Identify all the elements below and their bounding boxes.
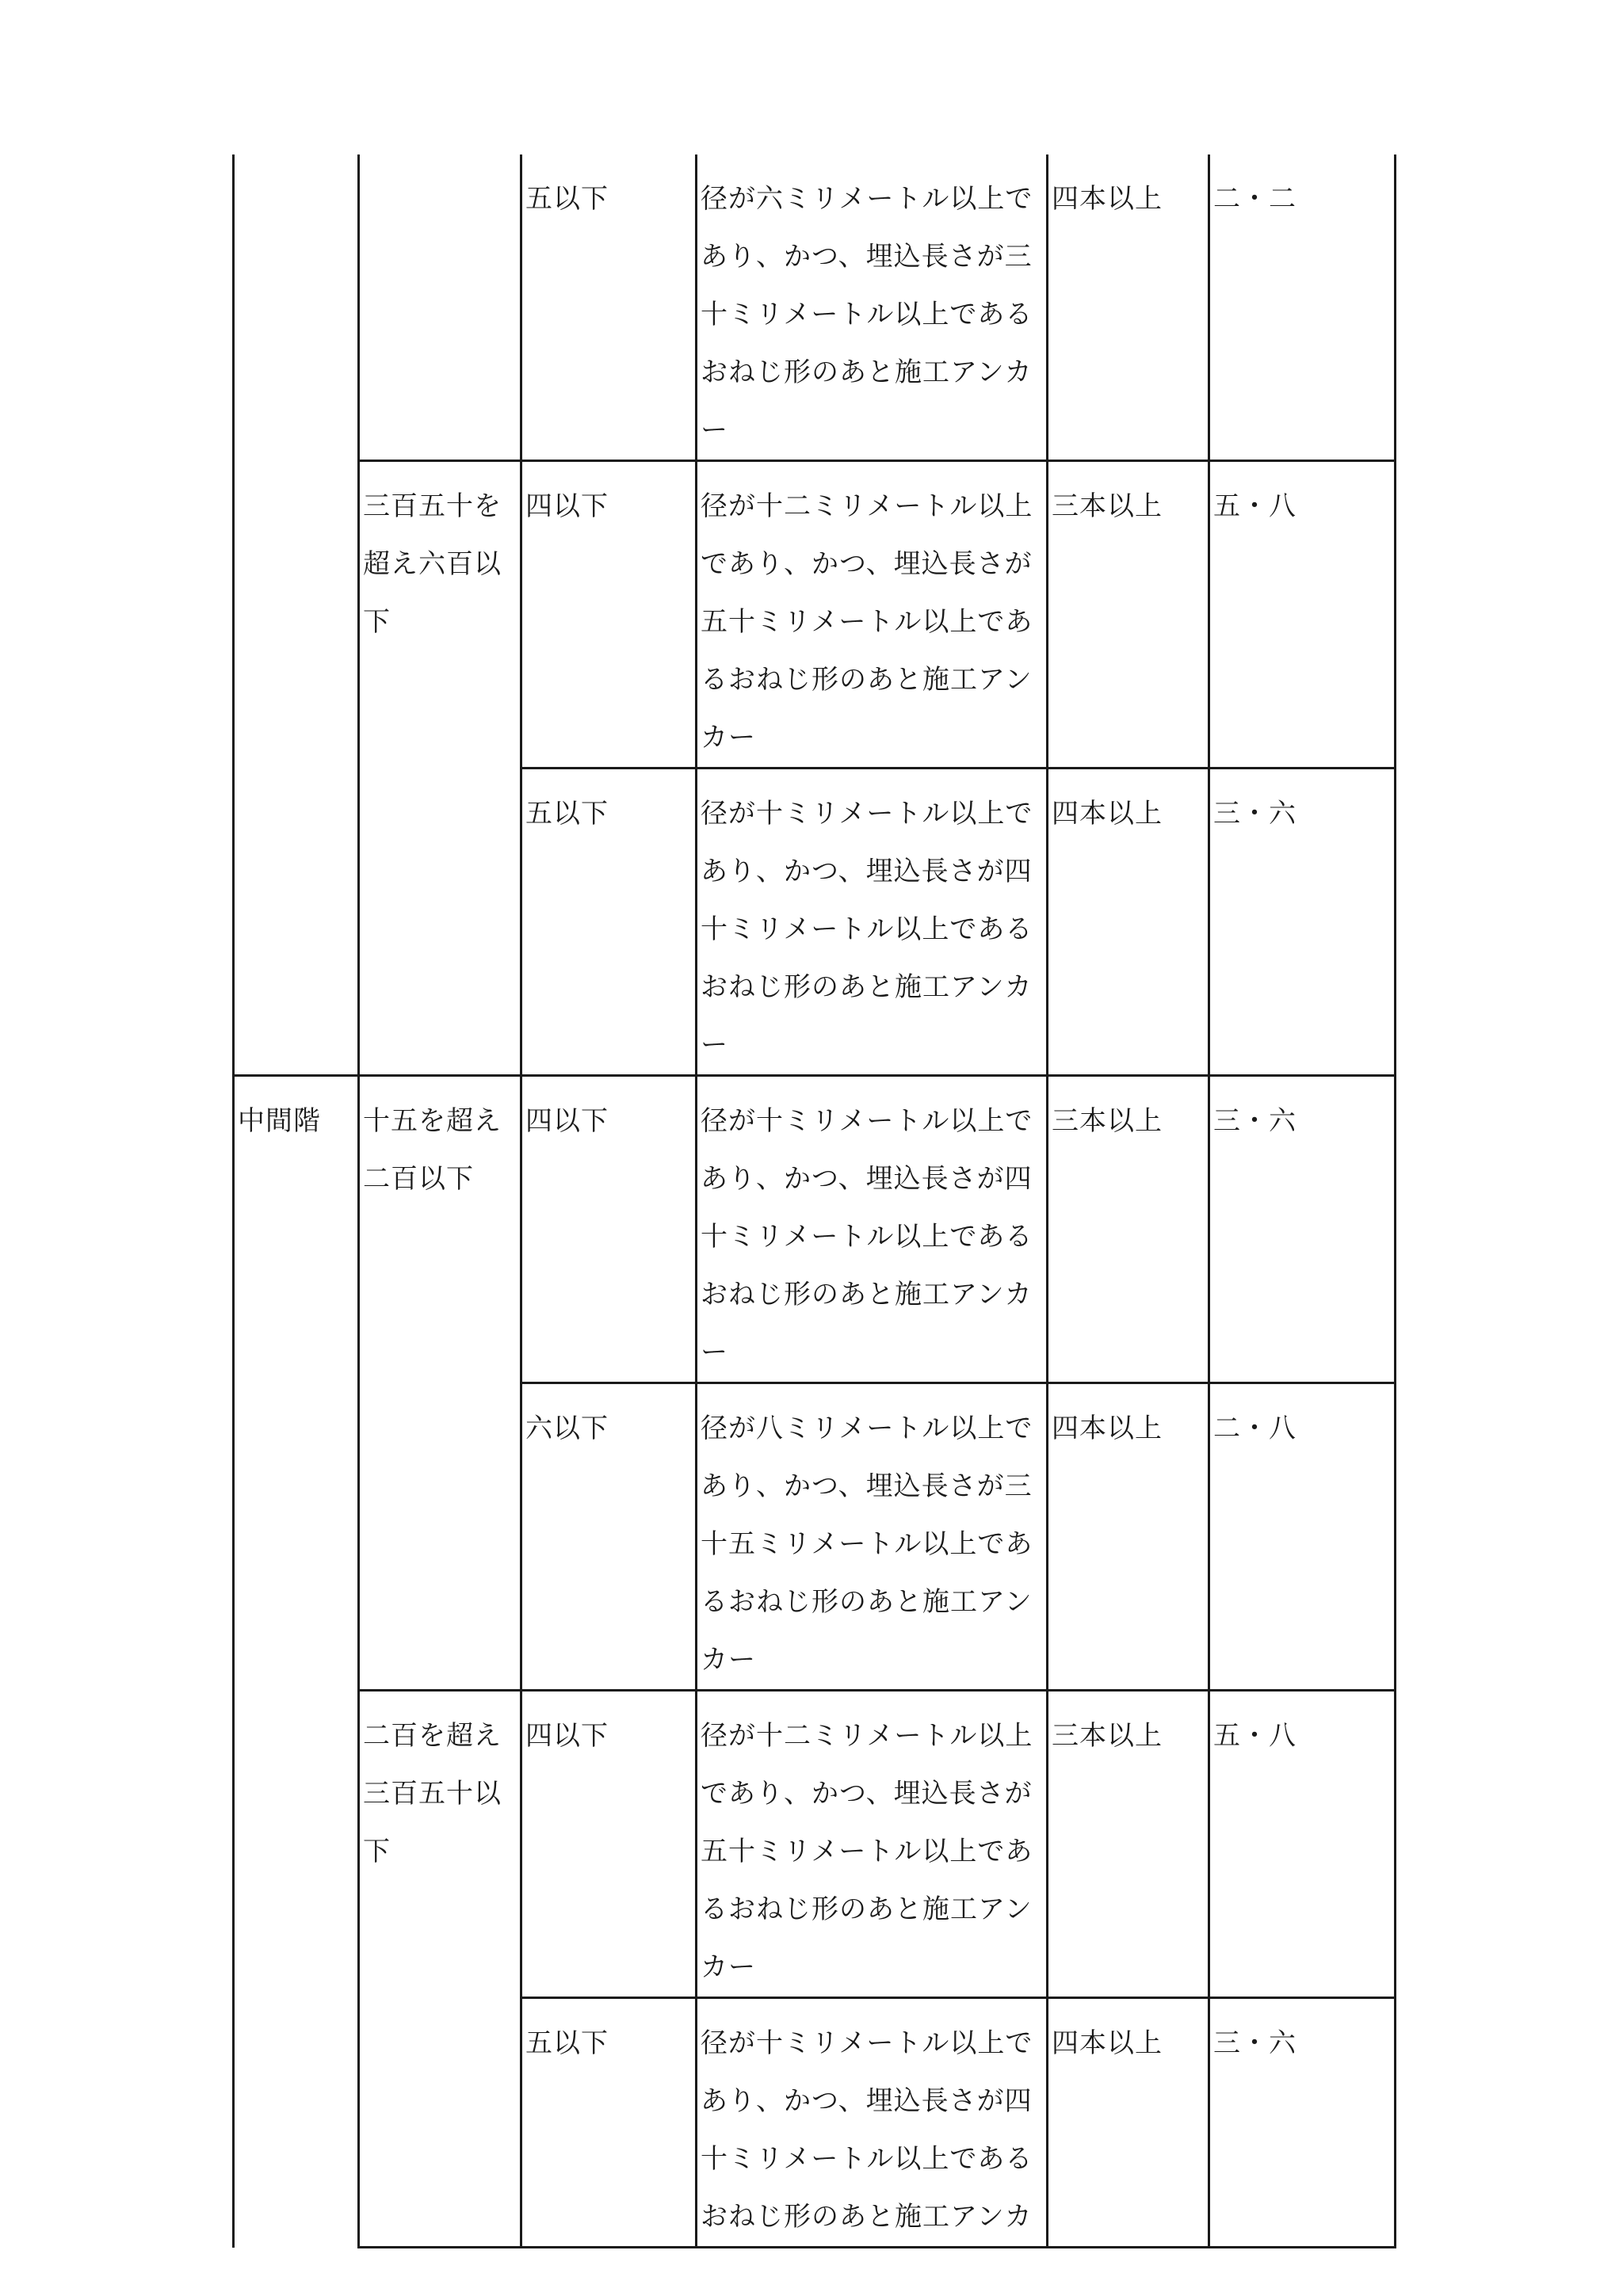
count-cell: 四本以上: [1048, 769, 1209, 1076]
area-cell: [359, 154, 521, 461]
value-cell: 二・八: [1209, 1383, 1396, 1691]
table-row: [234, 154, 1396, 461]
count-cell: 三本以上: [1048, 1076, 1209, 1383]
anchor-cell: 径が十ミリメートル以上であり、かつ、埋込長さが四十ミリメートル以上であるおねじ形のあと施工アンカー: [697, 1076, 1048, 1383]
ratio-cell: 五以下: [521, 769, 697, 1076]
count-cell: 三本以上: [1048, 1691, 1209, 1998]
value-cell: 三・六: [1209, 769, 1396, 1076]
area-cell: 三百五十を超え六百以下: [359, 461, 521, 1076]
anchor-cell: 径が八ミリメートル以上であり、かつ、埋込長さが三十五ミリメートル以上であるおねじ形のあと施工アンカー: [697, 1383, 1048, 1691]
value-cell: 三・六: [1209, 1998, 1396, 2248]
anchor-cell: 径が十ミリメートル以上であり、かつ、埋込長さが四十ミリメートル以上であるおねじ形のあと施工アンカ: [697, 1998, 1048, 2248]
count-cell: 四本以上: [1048, 1383, 1209, 1691]
value-cell: 五・八: [1209, 1691, 1396, 1998]
anchor-cell: 径が十二ミリメートル以上であり、かつ、埋込長さが五十ミリメートル以上であるおねじ形のあと施工アンカー: [697, 1691, 1048, 1998]
count-cell: 三本以上: [1048, 461, 1209, 769]
floor-cell: [234, 154, 359, 1076]
ratio-cell: 四以下: [521, 1691, 697, 1998]
value-cell: 五・八: [1209, 461, 1396, 769]
table-row: [234, 1076, 1396, 1383]
anchor-cell: 径が十二ミリメートル以上であり、かつ、埋込長さが五十ミリメートル以上であるおねじ形のあと施工アンカー: [697, 461, 1048, 769]
anchor-spec-table: [232, 154, 1396, 2248]
floor-cell: 中間階: [234, 1076, 359, 2248]
value-cell: 二・二: [1209, 154, 1396, 461]
count-cell: 四本以上: [1048, 154, 1209, 461]
anchor-cell: 径が十ミリメートル以上であり、かつ、埋込長さが四十ミリメートル以上であるおねじ形のあと施工アンカー: [697, 769, 1048, 1076]
table-row: [234, 461, 1396, 769]
ratio-cell: 五以下: [521, 1998, 697, 2248]
area-cell: 十五を超え二百以下: [359, 1076, 521, 1691]
anchor-cell: 径が六ミリメートル以上であり、かつ、埋込長さが三十ミリメートル以上であるおねじ形のあと施工アンカー: [697, 154, 1048, 461]
ratio-cell: 四以下: [521, 461, 697, 769]
ratio-cell: 五以下: [521, 154, 697, 461]
value-cell: 三・六: [1209, 1076, 1396, 1383]
ratio-cell: 四以下: [521, 1076, 697, 1383]
ratio-cell: 六以下: [521, 1383, 697, 1691]
table-row: [234, 1691, 1396, 1998]
count-cell: 四本以上: [1048, 1998, 1209, 2248]
area-cell: 二百を超え三百五十以下: [359, 1691, 521, 2248]
